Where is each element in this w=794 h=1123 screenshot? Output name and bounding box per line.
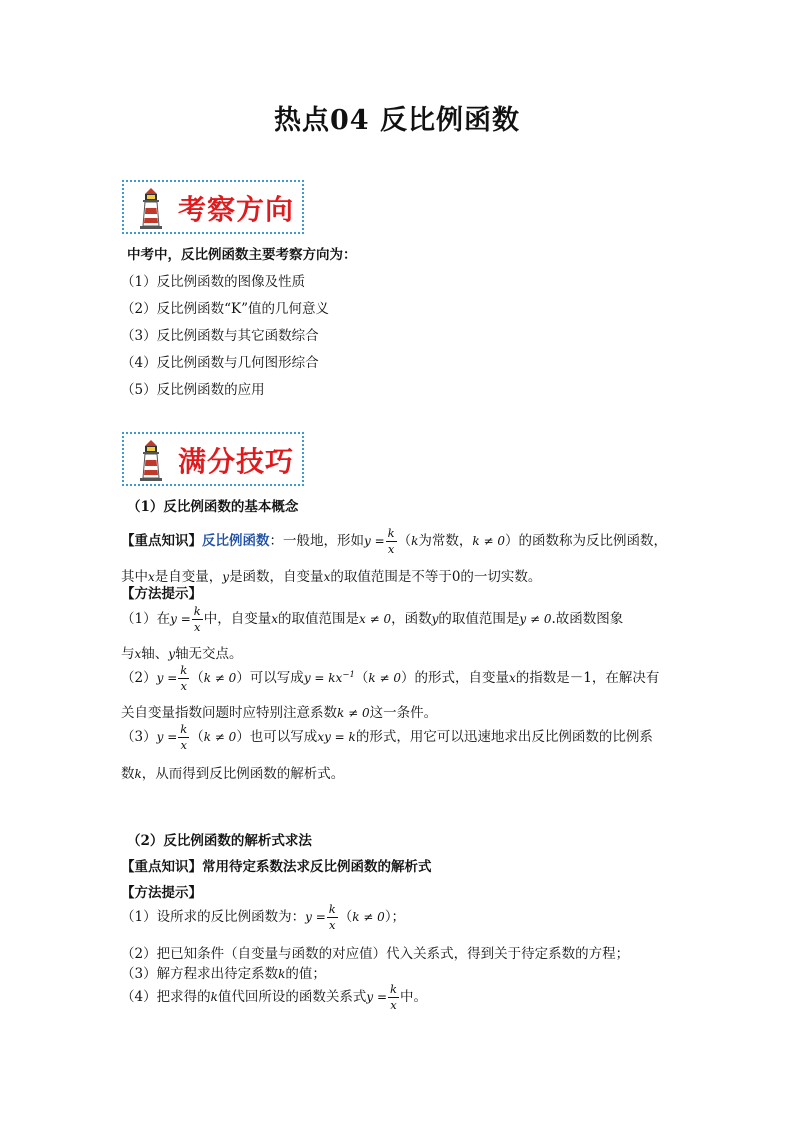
exam-item-1: （1）反比例函数的图像及性质 <box>121 274 306 290</box>
banner-exam-direction <box>122 180 304 234</box>
method-3-line2: 数k，从而得到反比例函数的解析式。 <box>121 766 345 782</box>
lighthouse-icon <box>134 186 168 230</box>
part1-key-line1: 【重点知识】反比例函数：一般地，形如y = $\frac{k}{x}$ （k为常数，k ≠ 0）的函数称为反比例函数， <box>121 526 667 556</box>
banner-exam-label: 考察方向 <box>178 193 295 226</box>
method-2-line2: 关自变量指数问题时应特别注意系数k ≠ 0这一条件。 <box>121 705 438 721</box>
step-3: （3）解方程求出待定系数k的值； <box>121 966 326 982</box>
method-1-line1: （1）在y = $\frac{k}{x}$ 中，自变量x的取值范围是x ≠ 0，函数y的取值范围是y ≠ 0.故函数图象 <box>121 604 624 634</box>
exam-intro: 中考中，反比例函数主要考察方向为： <box>127 247 357 263</box>
banner-full-marks-skills <box>122 432 304 486</box>
part2-key: 【重点知识】常用待定系数法求反比例函数的解析式 <box>121 859 432 875</box>
step-1: （1）设所求的反比例函数为：y = $\frac{k}{x}$ （k ≠ 0）； <box>121 902 406 932</box>
exam-item-5: （5）反比例函数的应用 <box>121 382 265 398</box>
part2-method-label: 【方法提示】 <box>121 885 202 901</box>
method-2-line1: （2）y = $\frac{k}{x}$ （k ≠ 0）可以写成$y = kx^{-1}(k \ne 0)$的形式，自变量x的指数是－1，在解决有 <box>121 663 660 693</box>
step-4: （4）把求得的k值代回所设的函数关系式y = $\frac{k}{x}$ 中。 <box>121 982 427 1012</box>
part1-key-line2: 其中x是自变量，y是函数，自变量x的取值范围是不等于0的一切实数。 <box>121 569 542 585</box>
exam-item-4: （4）反比例函数与几何图形综合 <box>121 355 319 371</box>
exam-item-2: （2）反比例函数“K”值的几何意义 <box>121 301 329 317</box>
part2-heading: （2）反比例函数的解析式求法 <box>127 833 312 849</box>
method-3-line1: （3）y = $\frac{k}{x}$ （k ≠ 0）也可以写成xy = k的形式，用它可以迅速地求出反比例函数的比例系 <box>121 722 653 752</box>
method-1-line2: 与x轴、y轴无交点。 <box>121 646 243 662</box>
exam-item-3: （3）反比例函数与其它函数综合 <box>121 328 319 344</box>
part1-heading: （1）反比例函数的基本概念 <box>127 499 299 515</box>
page-title: 热点04 反比例函数 <box>274 105 520 136</box>
step-2: （2）把已知条件（自变量与函数的对应值）代入关系式，得到关于待定系数的方程； <box>121 946 630 962</box>
lighthouse-icon <box>134 438 168 482</box>
banner-skills-label: 满分技巧 <box>178 445 295 478</box>
part1-method-label: 【方法提示】 <box>121 586 202 602</box>
